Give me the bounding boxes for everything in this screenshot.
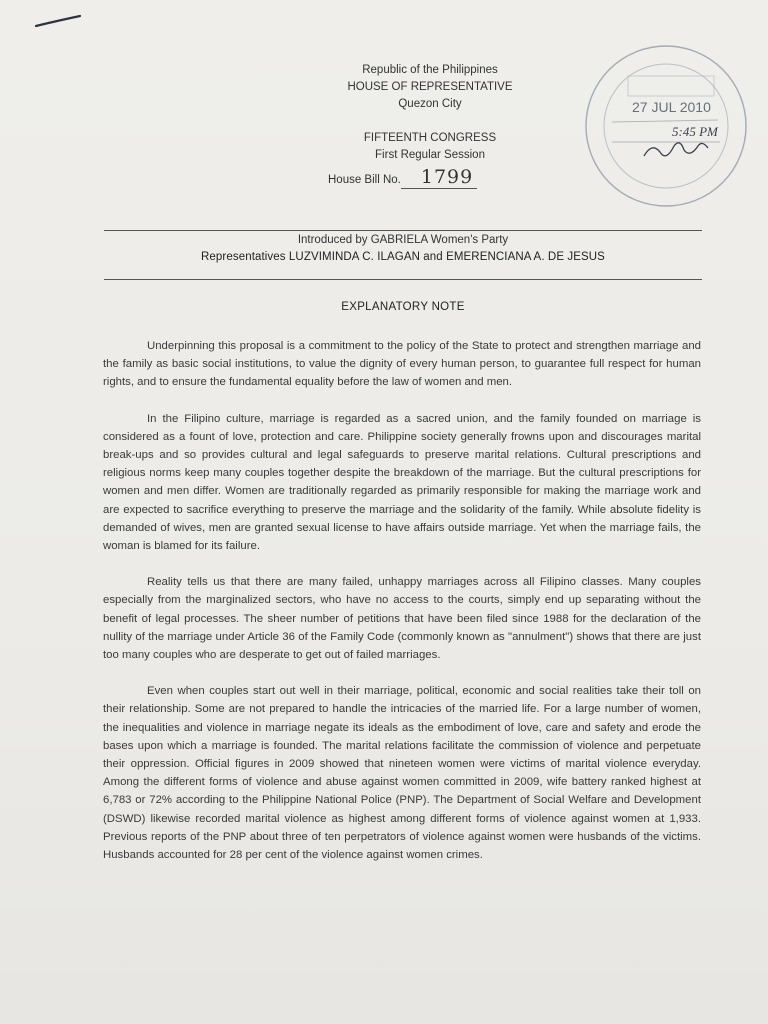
representatives-line: Representatives LUZVIMINDA C. ILAGAN and EMERENCIANA A. DE JESUS — [201, 251, 605, 263]
stamp-date: 27 JUL 2010 — [632, 99, 711, 115]
explanatory-note-title: EXPLANATORY NOTE — [341, 301, 465, 313]
house-line: HOUSE OF REPRESENTATIVE — [347, 81, 513, 93]
paragraph-2: In the Filipino culture, marriage is regarded as a sacred union, and the family founded on marriage is considered as a fount of love, protection and care. Philippine society generally frowns upon and discourages marital break-ups and so provides cultural and legal safeguards to preserve marital relations. Cultural prescriptions and religious norms keep many couples together despite the breakdown of the marriage. But the cultural prescriptions for women and men differ. Women are traditionally regarded as primarily responsible for making the marriage work and are expected to sacrifice everything to preserve the marriage and the solidarity of the family. While absolute fidelity is demanded of wives, men are granted sexual license to have affairs outside marriage. Yet when the marriage fails, the woman is blamed for its failure. — [103, 412, 701, 553]
session-line: First Regular Session — [375, 149, 485, 161]
paragraph-4: Even when couples start out well in their marriage, political, economic and social realities take their toll on their relationship. Some are not prepared to handle the intricacies of the married life. For a large number of women, the inequalities and violence in marriage negate its ideals as the embodiment of love, care and safety and erode the bases upon which a marriage is founded. The marital relations facilitate the commission of violence and perpetuate their oppression. Official figures in 2009 showed that nineteen women were victims of marital violence everyday. Among the different forms of violence and abuse against women committed in 2009, wife battery ranked highest at 6,783 or 72% according to the Philippine National Police (PNP). The Department of Social Welfare and Development (DSWD) likewise recorded marital violence as highest among different forms of violence against women at 1,933. Previous reports of the PNP about three of ten perpetrators of violence against women were husbands of the victims. Husbands accounted for 28 per cent of the violence against women crimes. — [103, 685, 701, 862]
house-bill-line — [328, 166, 477, 189]
paragraph-1: Underpinning this proposal is a commitment to the policy of the State to protect and strengthen marriage and the family as basic social institutions, to value the dignity of every human person, to guarantee full respect for human rights, and to ensure the fundamental equality before the law of women and men. — [103, 340, 701, 389]
house-bill-number: 1799 — [401, 166, 477, 189]
receiving-stamp — [572, 40, 758, 210]
top-rule — [104, 230, 702, 231]
city-line: Quezon City — [398, 98, 462, 110]
introduced-by-line: Introduced by GABRIELA Women's Party — [297, 234, 509, 246]
house-bill-label: House Bill No. — [328, 174, 401, 186]
stamp-signature — [644, 143, 708, 156]
paragraph-3: Reality tells us that there are many failed, unhappy marriages across all Filipino classes. Many couples especially from the marginalized sectors, who have no access to the courts, simply end up separating without the benefit of legal processes. The sheer number of petitions that have been filed since 1988 for the declaration of the nullity of the marriage under Article 36 of the Family Code (commonly known as "annulment") shows that there are just too many couples who are desperate to get out of failed marriages. — [103, 576, 701, 662]
explanatory-note-body — [103, 337, 701, 882]
republic-line: Republic of the Philippines — [362, 64, 498, 76]
stamp-time: 5:45 PM — [672, 124, 718, 139]
bottom-rule — [104, 279, 702, 280]
congress-line: FIFTEENTH CONGRESS — [363, 132, 497, 144]
pen-mark — [34, 12, 82, 32]
document-header — [260, 62, 600, 164]
introduced-by-block — [104, 232, 702, 266]
